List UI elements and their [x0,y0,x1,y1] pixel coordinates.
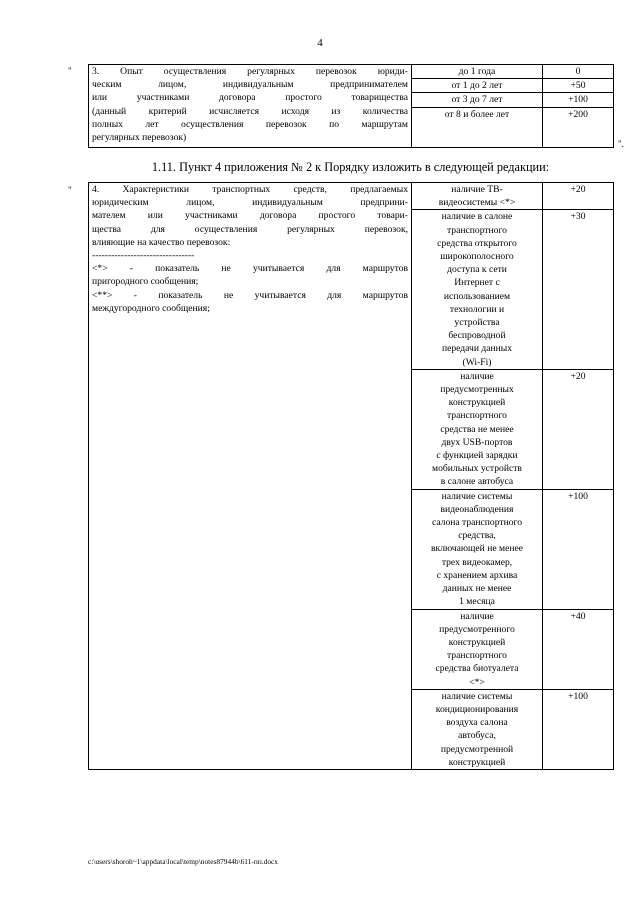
condition-line: транспортного [447,224,507,236]
condition-line: доступа к сети [447,264,507,276]
condition-line: наличие [460,610,494,622]
points-cell: +30 [543,210,614,369]
condition-cell [412,369,543,489]
table-row [89,65,614,79]
points-cell: +20 [543,183,614,210]
criterion-line: (данный критерий исчисляется исходя из количества [92,105,408,117]
criterion-line: 3. Опыт осуществления регулярных перевозок юриди- [92,66,408,77]
condition-line: Интернет с [454,277,500,289]
footnote-line: междугородного сообщения; [92,302,210,314]
criterion-line: 4. Характеристики транспортных средств, предлагаемых [92,184,408,195]
condition-line: двух USB-портов [441,436,513,448]
condition-line: транспортного [447,650,507,662]
opening-quote-mark-2: " [68,185,72,195]
footnote-line: пригородного сообщения; [92,276,199,288]
condition-line: трех видеокамер, [441,556,513,568]
condition-cell: от 8 и более лет [412,107,543,147]
condition-line: видеонаблюдения [440,503,514,515]
points-cell: +100 [543,489,614,609]
points-cell: +200 [543,107,614,147]
opening-quote-mark: " [68,66,72,76]
criterion-cell [89,65,412,148]
condition-line: средства не менее [440,423,514,435]
condition-cell: до 1 года [412,65,543,79]
condition-cell: от 3 до 7 лет [412,93,543,107]
points-cell: +20 [543,369,614,489]
condition-line: (Wi-Fi) [462,356,492,368]
experience-criterion-table [88,64,614,148]
condition-line: предусмотренного [439,623,515,635]
condition-line: наличие ТВ- [451,184,503,195]
criterion-cell [89,183,412,770]
table-row [89,183,614,210]
condition-line: устройства [454,317,500,329]
condition-line: предусмотренных [440,384,514,396]
condition-line: конструкцией [448,756,506,768]
criterion-line: щества для осуществления регулярных перевозок, [92,223,408,235]
condition-cell [412,689,543,769]
criterion-line: регулярных перевозок) [92,132,187,144]
condition-line: конструкцией [448,636,506,648]
condition-cell [412,489,543,609]
points-cell: +100 [543,93,614,107]
footnote-line: <*> - показатель не учитывается для маршрутов [92,263,408,275]
condition-line: включающей не менее [431,543,523,555]
footnote-line: <**> - показатель не учитывается для маршрутов [92,289,408,301]
condition-line: <*> [469,676,485,688]
points-cell: +100 [543,689,614,769]
vehicle-characteristics-table [88,182,614,770]
criterion-line: или участниками договора простого товарищества [92,92,408,104]
criterion-line: влияющие на качество перевозок: [92,236,231,248]
amendment-heading: 1.11. Пункт 4 приложения № 2 к Порядку изложить в следующей редакции: [151,160,550,174]
criterion-line: ческим лицом, индивидуальным предпринимателем [92,79,408,91]
condition-line: видеосистемы <*> [438,197,516,209]
points-cell: 0 [543,65,614,79]
condition-line: с хранением архива [436,569,518,581]
condition-line: средства, [458,530,496,542]
footnote-separator: -------------------------------- [92,250,195,262]
closing-quote-mark: ". [618,139,624,149]
points-cell: +40 [543,609,614,689]
condition-line: воздуха салона [446,717,508,729]
condition-line: технологии и [449,303,505,315]
condition-line: широкополосного [440,251,514,263]
condition-line: наличие системы [441,690,513,702]
condition-line: передачи данных [441,343,513,355]
points-cell: +50 [543,79,614,93]
criterion-line: юридическим лицом, индивидуальным предприни- [92,197,408,209]
condition-line: мобильных устройств [432,463,522,475]
condition-line: беспроводной [448,330,506,342]
condition-cell [412,183,543,210]
condition-line: конструкцией [448,397,506,409]
condition-line: с функцией зарядки [436,450,518,462]
page-number: 4 [317,37,323,49]
condition-line: наличие в салоне [441,211,513,223]
condition-line: данных не менее [442,583,512,595]
condition-line: предусмотренной [440,743,514,755]
condition-cell [412,609,543,689]
condition-line: кондиционирования [435,703,519,715]
criterion-line: мателем или участниками договора простого товари- [92,210,408,222]
condition-line: наличие [460,370,494,382]
condition-line: использованием [443,290,511,302]
condition-cell: от 1 до 2 лет [412,79,543,93]
criterion-line: полных лет осуществления перевозок по маршрутам [92,118,408,130]
condition-line: наличие системы [441,490,513,502]
file-path-footer: c:\users\shoroh~1\appdata\local\temp\notes87944b\611-пп.docx [88,857,278,866]
condition-line: 1 месяца [459,596,495,608]
condition-cell [412,210,543,369]
condition-line: средства открытого [437,237,517,249]
condition-line: в салоне автобуса [440,476,514,488]
condition-line: салона транспортного [431,517,523,529]
condition-line: средства биотуалета [435,663,519,675]
condition-line: транспортного [447,410,507,422]
condition-line: автобуса, [458,730,496,742]
